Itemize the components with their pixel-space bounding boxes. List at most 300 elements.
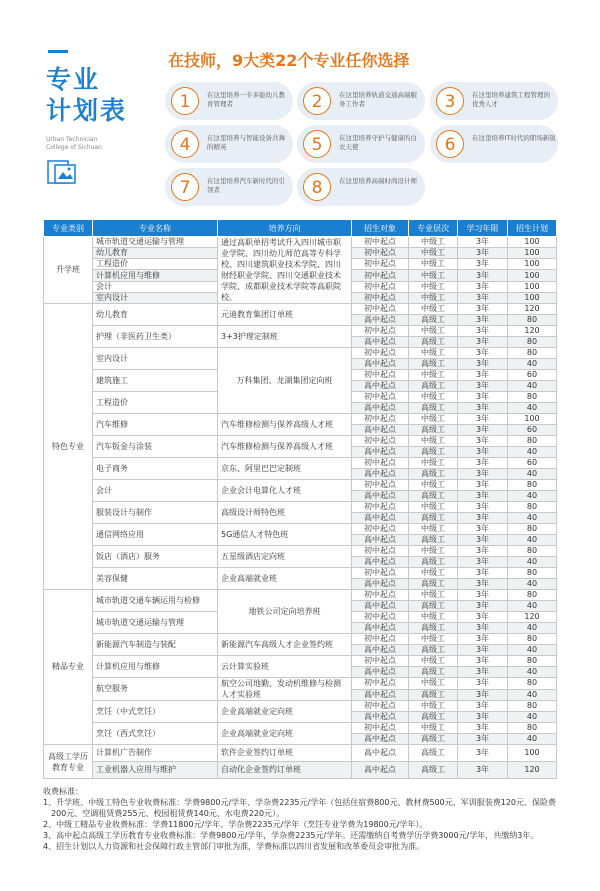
- table-cell: 3年: [458, 712, 508, 723]
- major-name-cell: 新能源汽车制造与装配: [93, 634, 218, 656]
- table-cell: 高级工: [409, 734, 458, 745]
- direction-cell: 企业会计电算化人才班: [218, 480, 352, 502]
- table-cell: 中级工: [409, 248, 458, 259]
- table-cell: 3年: [458, 524, 508, 535]
- fee-notes: [43, 786, 563, 852]
- table-cell: 中级工: [409, 348, 458, 359]
- highlight-item: [297, 168, 425, 206]
- table-cell: 高级工: [409, 745, 458, 762]
- table-cell: 中级工: [409, 480, 458, 491]
- direction-cell: 自动化企业签约订单班: [218, 762, 352, 779]
- table-cell: 120: [508, 762, 557, 779]
- table-cell: 3年: [458, 762, 508, 779]
- major-name-cell: 计算机应用与维修: [93, 270, 218, 281]
- highlight-number: 2: [303, 87, 331, 115]
- table-cell: 80: [508, 502, 557, 513]
- table-cell: 40: [508, 601, 557, 612]
- column-header: 专业类别: [44, 220, 93, 237]
- table-cell: 3年: [458, 579, 508, 590]
- table-cell: 120: [508, 612, 557, 623]
- table-cell: 3年: [458, 678, 508, 690]
- table-cell: 初中起点: [352, 281, 409, 292]
- table-cell: 高中起点: [352, 535, 409, 546]
- note-line: 1、升学班、中级工特色专业收费标准：学费9800元/学年、学杂费2235元/学年（包括住宿费800元、教材费500元、军训服装费120元、保险费: [43, 798, 557, 807]
- table-cell: 3年: [458, 601, 508, 612]
- table-row: [44, 458, 557, 469]
- major-name-cell: 计算机应用与维修: [93, 656, 218, 678]
- table-cell: 中级工: [409, 259, 458, 270]
- major-name-cell: 通信网络应用: [93, 524, 218, 546]
- table-cell: 80: [508, 590, 557, 601]
- table-cell: 初中起点: [352, 414, 409, 425]
- table-cell: 80: [508, 701, 557, 712]
- table-cell: 高级工: [409, 762, 458, 779]
- table-cell: 80: [508, 678, 557, 690]
- table-cell: 高级工: [409, 447, 458, 458]
- table-cell: 中级工: [409, 546, 458, 557]
- table-cell: 高中起点: [352, 425, 409, 436]
- table-cell: 高中起点: [352, 667, 409, 678]
- table-cell: 3年: [458, 612, 508, 623]
- table-cell: 初中起点: [352, 237, 409, 248]
- table-row: [44, 701, 557, 712]
- table-row: [44, 634, 557, 645]
- table-cell: 中级工: [409, 414, 458, 425]
- table-cell: 高中起点: [352, 315, 409, 326]
- table-cell: 中级工: [409, 568, 458, 579]
- table-cell: 高级工: [409, 689, 458, 701]
- table-cell: 高中起点: [352, 337, 409, 348]
- table-cell: 3年: [458, 292, 508, 303]
- table-cell: 初中起点: [352, 701, 409, 712]
- table-cell: 高中起点: [352, 689, 409, 701]
- note-line: 4、招生计划以人力资源和社会保障行政主管部门审批为准，学费标准以四川省发展和改革委员会审批为准。: [43, 842, 425, 851]
- table-cell: 3年: [458, 745, 508, 762]
- highlight-item: [430, 82, 558, 120]
- table-row: [44, 723, 557, 734]
- major-name-cell: 工程造价: [93, 392, 218, 414]
- table-cell: 中级工: [409, 678, 458, 690]
- table-cell: 80: [508, 436, 557, 447]
- table-cell: 80: [508, 656, 557, 667]
- table-cell: 高级工: [409, 491, 458, 502]
- table-cell: 40: [508, 469, 557, 480]
- table-row: [44, 436, 557, 447]
- table-cell: 高中起点: [352, 762, 409, 779]
- table-cell: 3年: [458, 491, 508, 502]
- table-cell: 高级工: [409, 667, 458, 678]
- table-cell: 高级工: [409, 645, 458, 656]
- major-name-cell: 会计: [93, 480, 218, 502]
- direction-cell: 5G通信人才特色班: [218, 524, 352, 546]
- table-cell: 高级工: [409, 425, 458, 436]
- table-cell: 3年: [458, 480, 508, 491]
- highlight-item: [165, 82, 293, 120]
- major-name-cell: 饭店（酒店）服务: [93, 546, 218, 568]
- table-cell: 100: [508, 414, 557, 425]
- direction-cell: 3+3护理定制班: [218, 326, 352, 348]
- table-cell: 初中起点: [352, 436, 409, 447]
- column-header: 招生对象: [352, 220, 409, 237]
- table-cell: 40: [508, 513, 557, 524]
- table-cell: 初中起点: [352, 656, 409, 667]
- table-cell: 40: [508, 557, 557, 568]
- table-row: [44, 237, 557, 248]
- table-cell: 40: [508, 689, 557, 701]
- table-cell: 80: [508, 315, 557, 326]
- column-header: 培养方向: [218, 220, 352, 237]
- table-cell: 3年: [458, 348, 508, 359]
- highlight-number: 3: [436, 87, 464, 115]
- table-cell: 100: [508, 237, 557, 248]
- table-cell: 中级工: [409, 292, 458, 303]
- table-cell: 3年: [458, 645, 508, 656]
- table-cell: 3年: [458, 723, 508, 734]
- major-name-cell: 幼儿教育: [93, 304, 218, 326]
- direction-cell: 京东、阿里巴巴定制班: [218, 458, 352, 480]
- table-row: [44, 656, 557, 667]
- highlight-number: 6: [436, 130, 464, 158]
- table-cell: 高中起点: [352, 469, 409, 480]
- highlight-number: 7: [171, 173, 199, 201]
- highlight-text: 在这里培养IT时代的职场新锐: [472, 134, 556, 142]
- page-title: 专业 计划表: [46, 65, 128, 125]
- highlight-item: [165, 168, 293, 206]
- table-cell: 高中起点: [352, 745, 409, 762]
- notes-title: 收费标准：: [43, 787, 83, 796]
- table-cell: 3年: [458, 701, 508, 712]
- table-cell: 初中起点: [352, 370, 409, 381]
- table-cell: 3年: [458, 535, 508, 546]
- table-cell: 高中起点: [352, 557, 409, 568]
- highlight-number: 4: [171, 130, 199, 158]
- table-cell: 初中起点: [352, 524, 409, 535]
- table-cell: 初中起点: [352, 678, 409, 690]
- table-row: [44, 678, 557, 690]
- table-cell: 初中起点: [352, 723, 409, 734]
- highlight-text: 在这里培养与智能设备共舞的精英: [207, 134, 285, 151]
- table-cell: 高中起点: [352, 513, 409, 524]
- column-header: 学习年限: [458, 220, 508, 237]
- table-row: [44, 502, 557, 513]
- table-cell: 中级工: [409, 304, 458, 315]
- table-cell: 80: [508, 524, 557, 535]
- direction-cell: 企业高端就业定向班: [218, 723, 352, 745]
- column-header: 专业名称: [93, 220, 218, 237]
- table-cell: 初中起点: [352, 392, 409, 403]
- table-cell: 高中起点: [352, 734, 409, 745]
- major-name-cell: 建筑施工: [93, 370, 218, 392]
- table-cell: 100: [508, 248, 557, 259]
- major-plan-table: [43, 219, 557, 779]
- table-cell: 中级工: [409, 370, 458, 381]
- major-name-cell: 计算机广告制作: [93, 745, 218, 762]
- table-cell: 高级工: [409, 535, 458, 546]
- major-name-cell: 美容保健: [93, 568, 218, 590]
- header-accent-bar: [48, 50, 68, 53]
- table-cell: 中级工: [409, 326, 458, 337]
- major-name-cell: 室内设计: [93, 348, 218, 370]
- direction-cell: 航空公司地勤、发动机维修与检测人才实验班: [218, 678, 352, 701]
- table-cell: 3年: [458, 502, 508, 513]
- table-cell: 高级工: [409, 712, 458, 723]
- table-cell: 高级工: [409, 359, 458, 370]
- table-cell: 3年: [458, 237, 508, 248]
- table-cell: 3年: [458, 414, 508, 425]
- table-cell: 80: [508, 568, 557, 579]
- table-cell: 80: [508, 723, 557, 734]
- table-cell: 60: [508, 425, 557, 436]
- table-cell: 3年: [458, 634, 508, 645]
- category-cell: 精品专业: [44, 590, 93, 745]
- table-cell: 中级工: [409, 270, 458, 281]
- table-cell: 100: [508, 281, 557, 292]
- table-cell: 中级工: [409, 634, 458, 645]
- category-cell: 特色专业: [44, 304, 93, 590]
- table-cell: 中级工: [409, 392, 458, 403]
- table-cell: 3年: [458, 304, 508, 315]
- document-icon: [46, 158, 78, 186]
- table-cell: 高级工: [409, 315, 458, 326]
- table-cell: 高级工: [409, 579, 458, 590]
- major-name-cell: 工业机器人应用与维护: [93, 762, 218, 779]
- table-row: [44, 590, 557, 601]
- table-cell: 高级工: [409, 513, 458, 524]
- table-cell: 初中起点: [352, 270, 409, 281]
- table-cell: 3年: [458, 557, 508, 568]
- table-cell: 3年: [458, 734, 508, 745]
- table-cell: 3年: [458, 656, 508, 667]
- table-row: [44, 568, 557, 579]
- table-cell: 3年: [458, 359, 508, 370]
- table-cell: 80: [508, 480, 557, 491]
- table-cell: 高中起点: [352, 447, 409, 458]
- table-cell: 120: [508, 304, 557, 315]
- table-cell: 高级工: [409, 469, 458, 480]
- highlight-item: [430, 125, 558, 163]
- table-cell: 3年: [458, 315, 508, 326]
- table-cell: 40: [508, 579, 557, 590]
- highlight-number: 5: [303, 130, 331, 158]
- table-cell: 高中起点: [352, 601, 409, 612]
- table-cell: 80: [508, 634, 557, 645]
- table-cell: 3年: [458, 436, 508, 447]
- table-cell: 40: [508, 359, 557, 370]
- table-row: [44, 762, 557, 779]
- table-cell: 初中起点: [352, 326, 409, 337]
- table-cell: 60: [508, 370, 557, 381]
- direction-cell: 汽车维修检测与保养高级人才班: [218, 414, 352, 436]
- highlight-number: 1: [171, 87, 199, 115]
- table-cell: 120: [508, 326, 557, 337]
- table-cell: 60: [508, 458, 557, 469]
- table-cell: 中级工: [409, 458, 458, 469]
- table-cell: 40: [508, 535, 557, 546]
- table-row: [44, 414, 557, 425]
- note-line: 200元、空调租赁费255元、校园租赁费140元、水电费220元）。: [51, 809, 285, 818]
- table-cell: 3年: [458, 259, 508, 270]
- table-cell: 高级工: [409, 403, 458, 414]
- table-cell: 中级工: [409, 656, 458, 667]
- table-cell: 3年: [458, 689, 508, 701]
- table-cell: 100: [508, 259, 557, 270]
- table-cell: 初中起点: [352, 612, 409, 623]
- column-header: 专业层次: [409, 220, 458, 237]
- table-cell: 初中起点: [352, 546, 409, 557]
- table-row: [44, 326, 557, 337]
- highlight-text: 在这里培养轨道交通高端服务工作者: [339, 91, 417, 108]
- college-en-name: Urban Technician College of Sichuan: [46, 136, 102, 151]
- direction-cell: 元迪教育集团订单班: [218, 304, 352, 326]
- major-name-cell: 城市轨道交通运输与管理: [93, 612, 218, 634]
- table-cell: 中级工: [409, 237, 458, 248]
- highlight-text: 在这里培养汽车新时代的引领者: [207, 177, 285, 194]
- direction-cell: 软件企业签约订单班: [218, 745, 352, 762]
- table-cell: 初中起点: [352, 568, 409, 579]
- table-row: [44, 348, 557, 359]
- table-cell: 3年: [458, 370, 508, 381]
- table-cell: 3年: [458, 281, 508, 292]
- table-cell: 初中起点: [352, 634, 409, 645]
- direction-cell: 汽车维修检测与保养高级人才班: [218, 436, 352, 458]
- table-cell: 高中起点: [352, 381, 409, 392]
- table-cell: 高中起点: [352, 712, 409, 723]
- major-name-cell: 幼儿教育: [93, 248, 218, 259]
- direction-cell: 通过高职单招考试升入四川城市职业学院、四川幼儿师范高等专科学校、四川建筑职业技术学院、四川财经职业学院、四川交通职业技术学院、成都职业技术学院等高职院校。: [218, 237, 352, 304]
- table-cell: 80: [508, 348, 557, 359]
- table-cell: 3年: [458, 392, 508, 403]
- table-cell: 100: [508, 270, 557, 281]
- table-cell: 40: [508, 712, 557, 723]
- direction-cell: 地铁公司定向培养班: [218, 590, 352, 634]
- table-cell: 3年: [458, 425, 508, 436]
- table-header-row: [44, 220, 557, 237]
- table-cell: 高级工: [409, 623, 458, 634]
- table-cell: 40: [508, 447, 557, 458]
- table-row: [44, 546, 557, 557]
- table-cell: 高中起点: [352, 491, 409, 502]
- table-cell: 80: [508, 546, 557, 557]
- table-cell: 中级工: [409, 590, 458, 601]
- table-cell: 中级工: [409, 701, 458, 712]
- direction-cell: 新能源汽车高级人才企业签约班: [218, 634, 352, 656]
- major-name-cell: 会计: [93, 281, 218, 292]
- table-row: [44, 304, 557, 315]
- table-cell: 3年: [458, 403, 508, 414]
- table-cell: 100: [508, 292, 557, 303]
- direction-cell: 高级设计师特色班: [218, 502, 352, 524]
- highlight-text: 在这里培养守护与健康的白衣天使: [339, 134, 417, 151]
- table-cell: 3年: [458, 447, 508, 458]
- table-cell: 中级工: [409, 524, 458, 535]
- major-name-cell: 城市轨道交通车辆运用与检修: [93, 590, 218, 612]
- table-cell: 初中起点: [352, 348, 409, 359]
- table-cell: 3年: [458, 623, 508, 634]
- note-line: 3、高中起点高级工学历教育专业收费标准：学费9800元/学年，学杂费2235元/学年。还需缴纳自考费学历学费3000元/学年，共缴纳3年。: [43, 831, 539, 840]
- major-name-cell: 电子商务: [93, 458, 218, 480]
- major-name-cell: 烹饪（西式烹饪）: [93, 723, 218, 745]
- major-name-cell: 护理（非医药卫生类）: [93, 326, 218, 348]
- table-cell: 初中起点: [352, 590, 409, 601]
- table-cell: 初中起点: [352, 502, 409, 513]
- major-name-cell: 工程造价: [93, 259, 218, 270]
- table-cell: 高中起点: [352, 623, 409, 634]
- table-cell: 40: [508, 645, 557, 656]
- table-cell: 高中起点: [352, 579, 409, 590]
- major-name-cell: 服装设计与制作: [93, 502, 218, 524]
- highlight-item: [165, 125, 293, 163]
- table-cell: 3年: [458, 513, 508, 524]
- table-cell: 初中起点: [352, 458, 409, 469]
- table-cell: 高级工: [409, 557, 458, 568]
- table-cell: 高级工: [409, 337, 458, 348]
- highlight-text: 在这里培养建筑工程管理的优秀人才: [472, 91, 550, 108]
- table-cell: 80: [508, 392, 557, 403]
- table-cell: 40: [508, 623, 557, 634]
- major-name-cell: 室内设计: [93, 292, 218, 303]
- highlight-item: [297, 125, 425, 163]
- direction-cell: 企业高端就业定向班: [218, 701, 352, 723]
- table-cell: 初中起点: [352, 259, 409, 270]
- major-name-cell: 汽车维修: [93, 414, 218, 436]
- direction-cell: 万科集团、龙湖集团定向班: [218, 348, 352, 414]
- table-cell: 初中起点: [352, 248, 409, 259]
- table-cell: 高级工: [409, 601, 458, 612]
- column-header: 招生计划: [508, 220, 557, 237]
- table-cell: 高中起点: [352, 359, 409, 370]
- table-cell: 3年: [458, 458, 508, 469]
- table-cell: 40: [508, 403, 557, 414]
- highlight-item: [297, 82, 425, 120]
- major-name-cell: 城市轨道交通运输与管理: [93, 237, 218, 248]
- table-cell: 3年: [458, 270, 508, 281]
- table-row: [44, 745, 557, 762]
- table-cell: 3年: [458, 337, 508, 348]
- table-cell: 中级工: [409, 502, 458, 513]
- table-cell: 40: [508, 734, 557, 745]
- category-cell: 高级工学历教育专业: [44, 745, 93, 779]
- direction-cell: 五星级酒店定向班: [218, 546, 352, 568]
- table-cell: 初中起点: [352, 304, 409, 315]
- table-cell: 中级工: [409, 436, 458, 447]
- highlight-number: 8: [303, 173, 331, 201]
- table-cell: 初中起点: [352, 292, 409, 303]
- table-cell: 高中起点: [352, 403, 409, 414]
- slogan: 在技师，9大类22个专业任你选择: [168, 51, 410, 70]
- direction-cell: 企业高端就业班: [218, 568, 352, 590]
- table-cell: 高中起点: [352, 645, 409, 656]
- table-cell: 3年: [458, 248, 508, 259]
- table-cell: 3年: [458, 667, 508, 678]
- table-cell: 3年: [458, 590, 508, 601]
- table-cell: 40: [508, 667, 557, 678]
- table-cell: 中级工: [409, 612, 458, 623]
- table-cell: 40: [508, 491, 557, 502]
- table-row: [44, 480, 557, 491]
- highlight-text: 在这里培养一专多能幼儿教育管理者: [207, 91, 285, 108]
- direction-cell: 云计算实验班: [218, 656, 352, 678]
- table-cell: 3年: [458, 568, 508, 579]
- table-cell: 100: [508, 745, 557, 762]
- major-name-cell: 航空服务: [93, 678, 218, 701]
- table-cell: 3年: [458, 381, 508, 392]
- table-cell: 40: [508, 381, 557, 392]
- table-cell: 中级工: [409, 281, 458, 292]
- table-cell: 初中起点: [352, 480, 409, 491]
- note-line: 2、中级工精品专业收费标准：学费11800元/学年、学杂费2235元/学年（烹饪专业学费为19800元/学年）。: [43, 820, 428, 829]
- category-cell: 升学班: [44, 237, 93, 304]
- table-cell: 3年: [458, 326, 508, 337]
